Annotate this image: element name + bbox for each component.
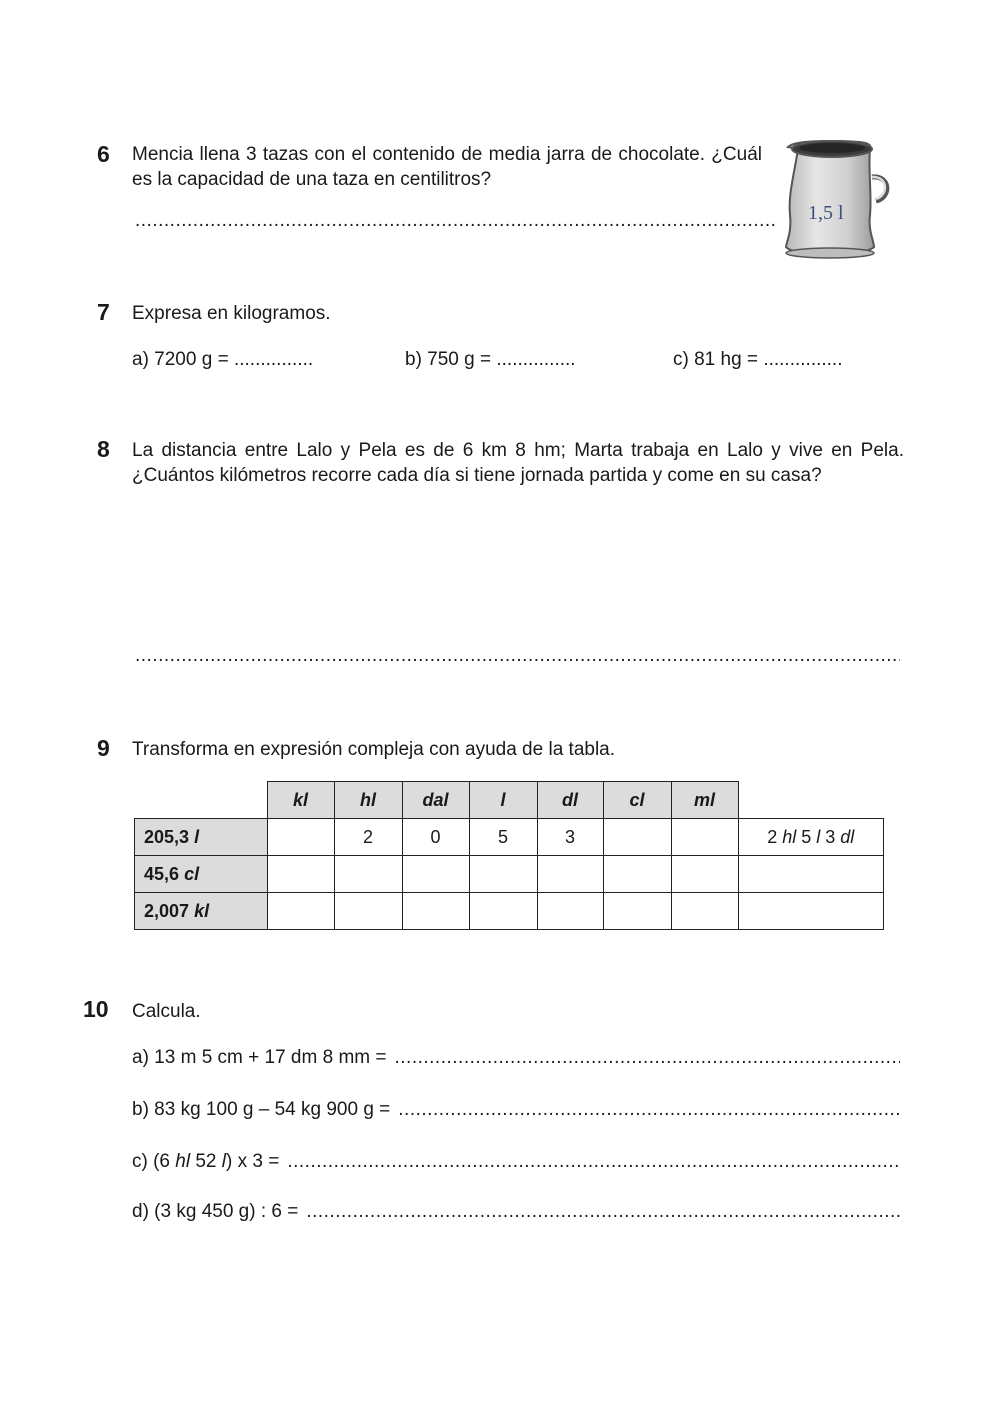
question-10-item-b [132,1097,900,1122]
row-label: 205,3 l [135,819,268,856]
table-cell[interactable] [603,893,671,930]
table-header-row [135,782,884,819]
table-cell[interactable] [603,856,671,893]
table-cell[interactable] [537,893,603,930]
table-cell[interactable]: 3 [537,819,603,856]
table-cell[interactable]: 0 [402,819,469,856]
row-result[interactable] [738,893,884,930]
table-cell[interactable] [537,856,603,893]
table-cell[interactable] [671,819,738,856]
table-cell[interactable]: 2 [334,819,402,856]
row-result[interactable] [738,856,884,893]
table-cell[interactable] [267,819,334,856]
col-hl: hl [334,782,402,819]
col-cl: cl [603,782,671,819]
item-c-answer-line[interactable] [287,1149,900,1174]
table-row [135,856,884,893]
item-a-expression: a) 13 m 5 cm + 17 dm 8 mm = [132,1047,387,1068]
item-c-expression: c) (6 hl 52 l) x 3 = [132,1151,280,1172]
item-b-expression: b) 83 kg 100 g – 54 kg 900 g = [132,1099,391,1120]
table-cell[interactable] [469,893,537,930]
col-l: l [469,782,537,819]
question-6-text: Mencia llena 3 tazas con el contenido de media jarra de chocolate. ¿Cuál es la capacidad de una taza en centilitros? [132,144,762,190]
table-cell[interactable] [469,856,537,893]
question-8-text: La distancia entre Lalo y Pela es de 6 km 8 hm; Marta trabaja en Lalo y vive en Pela. ¿Cuántos kilómetros recorre cada día si tiene jornada partida y come en su casa? [132,440,904,486]
item-b-blank[interactable]: ............... [496,349,576,370]
question-8-number: 8 [97,436,110,462]
col-dal: dal [402,782,469,819]
item-d-expression: d) (3 kg 450 g) : 6 = [132,1201,299,1222]
table-cell[interactable] [603,819,671,856]
table-cell[interactable] [402,893,469,930]
question-7-item-b [405,347,576,372]
question-10-item-c [132,1149,900,1174]
table-row [135,819,884,856]
question-7-text: Expresa en kilogramos. [132,303,331,324]
table-cell[interactable] [334,893,402,930]
table-row [135,893,884,930]
item-c-expression: c) 81 hg = [673,349,759,370]
row-result[interactable]: 2 hl 5 l 3 dl [738,819,884,856]
item-a-answer-line[interactable] [394,1045,900,1070]
question-8-answer-line[interactable] [135,645,900,667]
col-dl: dl [537,782,603,819]
header-spacer [738,782,884,819]
item-d-answer-line[interactable] [306,1199,900,1224]
jar-illustration [780,135,895,263]
question-10-item-a [132,1045,900,1070]
table-cell[interactable] [671,856,738,893]
question-7-number: 7 [97,299,110,325]
item-b-answer-line[interactable] [398,1097,900,1122]
table-cell[interactable] [671,893,738,930]
question-10-item-d [132,1199,900,1224]
item-b-expression: b) 750 g = [405,349,492,370]
question-6-answer-line[interactable] [135,210,777,232]
table-corner [135,782,268,819]
question-10-number: 10 [83,996,109,1022]
table-cell[interactable] [402,856,469,893]
col-kl: kl [267,782,334,819]
question-10-text: Calcula. [132,1001,201,1022]
row-label: 2,007 kl [135,893,268,930]
jar-capacity-label: 1,5 l [808,202,844,224]
question-6-number: 6 [97,141,110,167]
item-a-expression: a) 7200 g = [132,349,229,370]
item-a-blank[interactable]: ............... [233,349,314,370]
table-cell[interactable] [267,893,334,930]
table-cell[interactable] [267,856,334,893]
col-ml: ml [671,782,738,819]
question-9-text: Transforma en expresión compleja con ayuda de la tabla. [132,739,616,760]
conversion-table [134,781,884,930]
table-cell[interactable] [334,856,402,893]
item-c-blank[interactable]: ............... [763,349,843,370]
question-7-item-c [673,347,843,372]
row-label: 45,6 cl [135,856,268,893]
question-7-item-a [132,347,313,372]
question-9-number: 9 [97,735,110,761]
table-cell[interactable]: 5 [469,819,537,856]
